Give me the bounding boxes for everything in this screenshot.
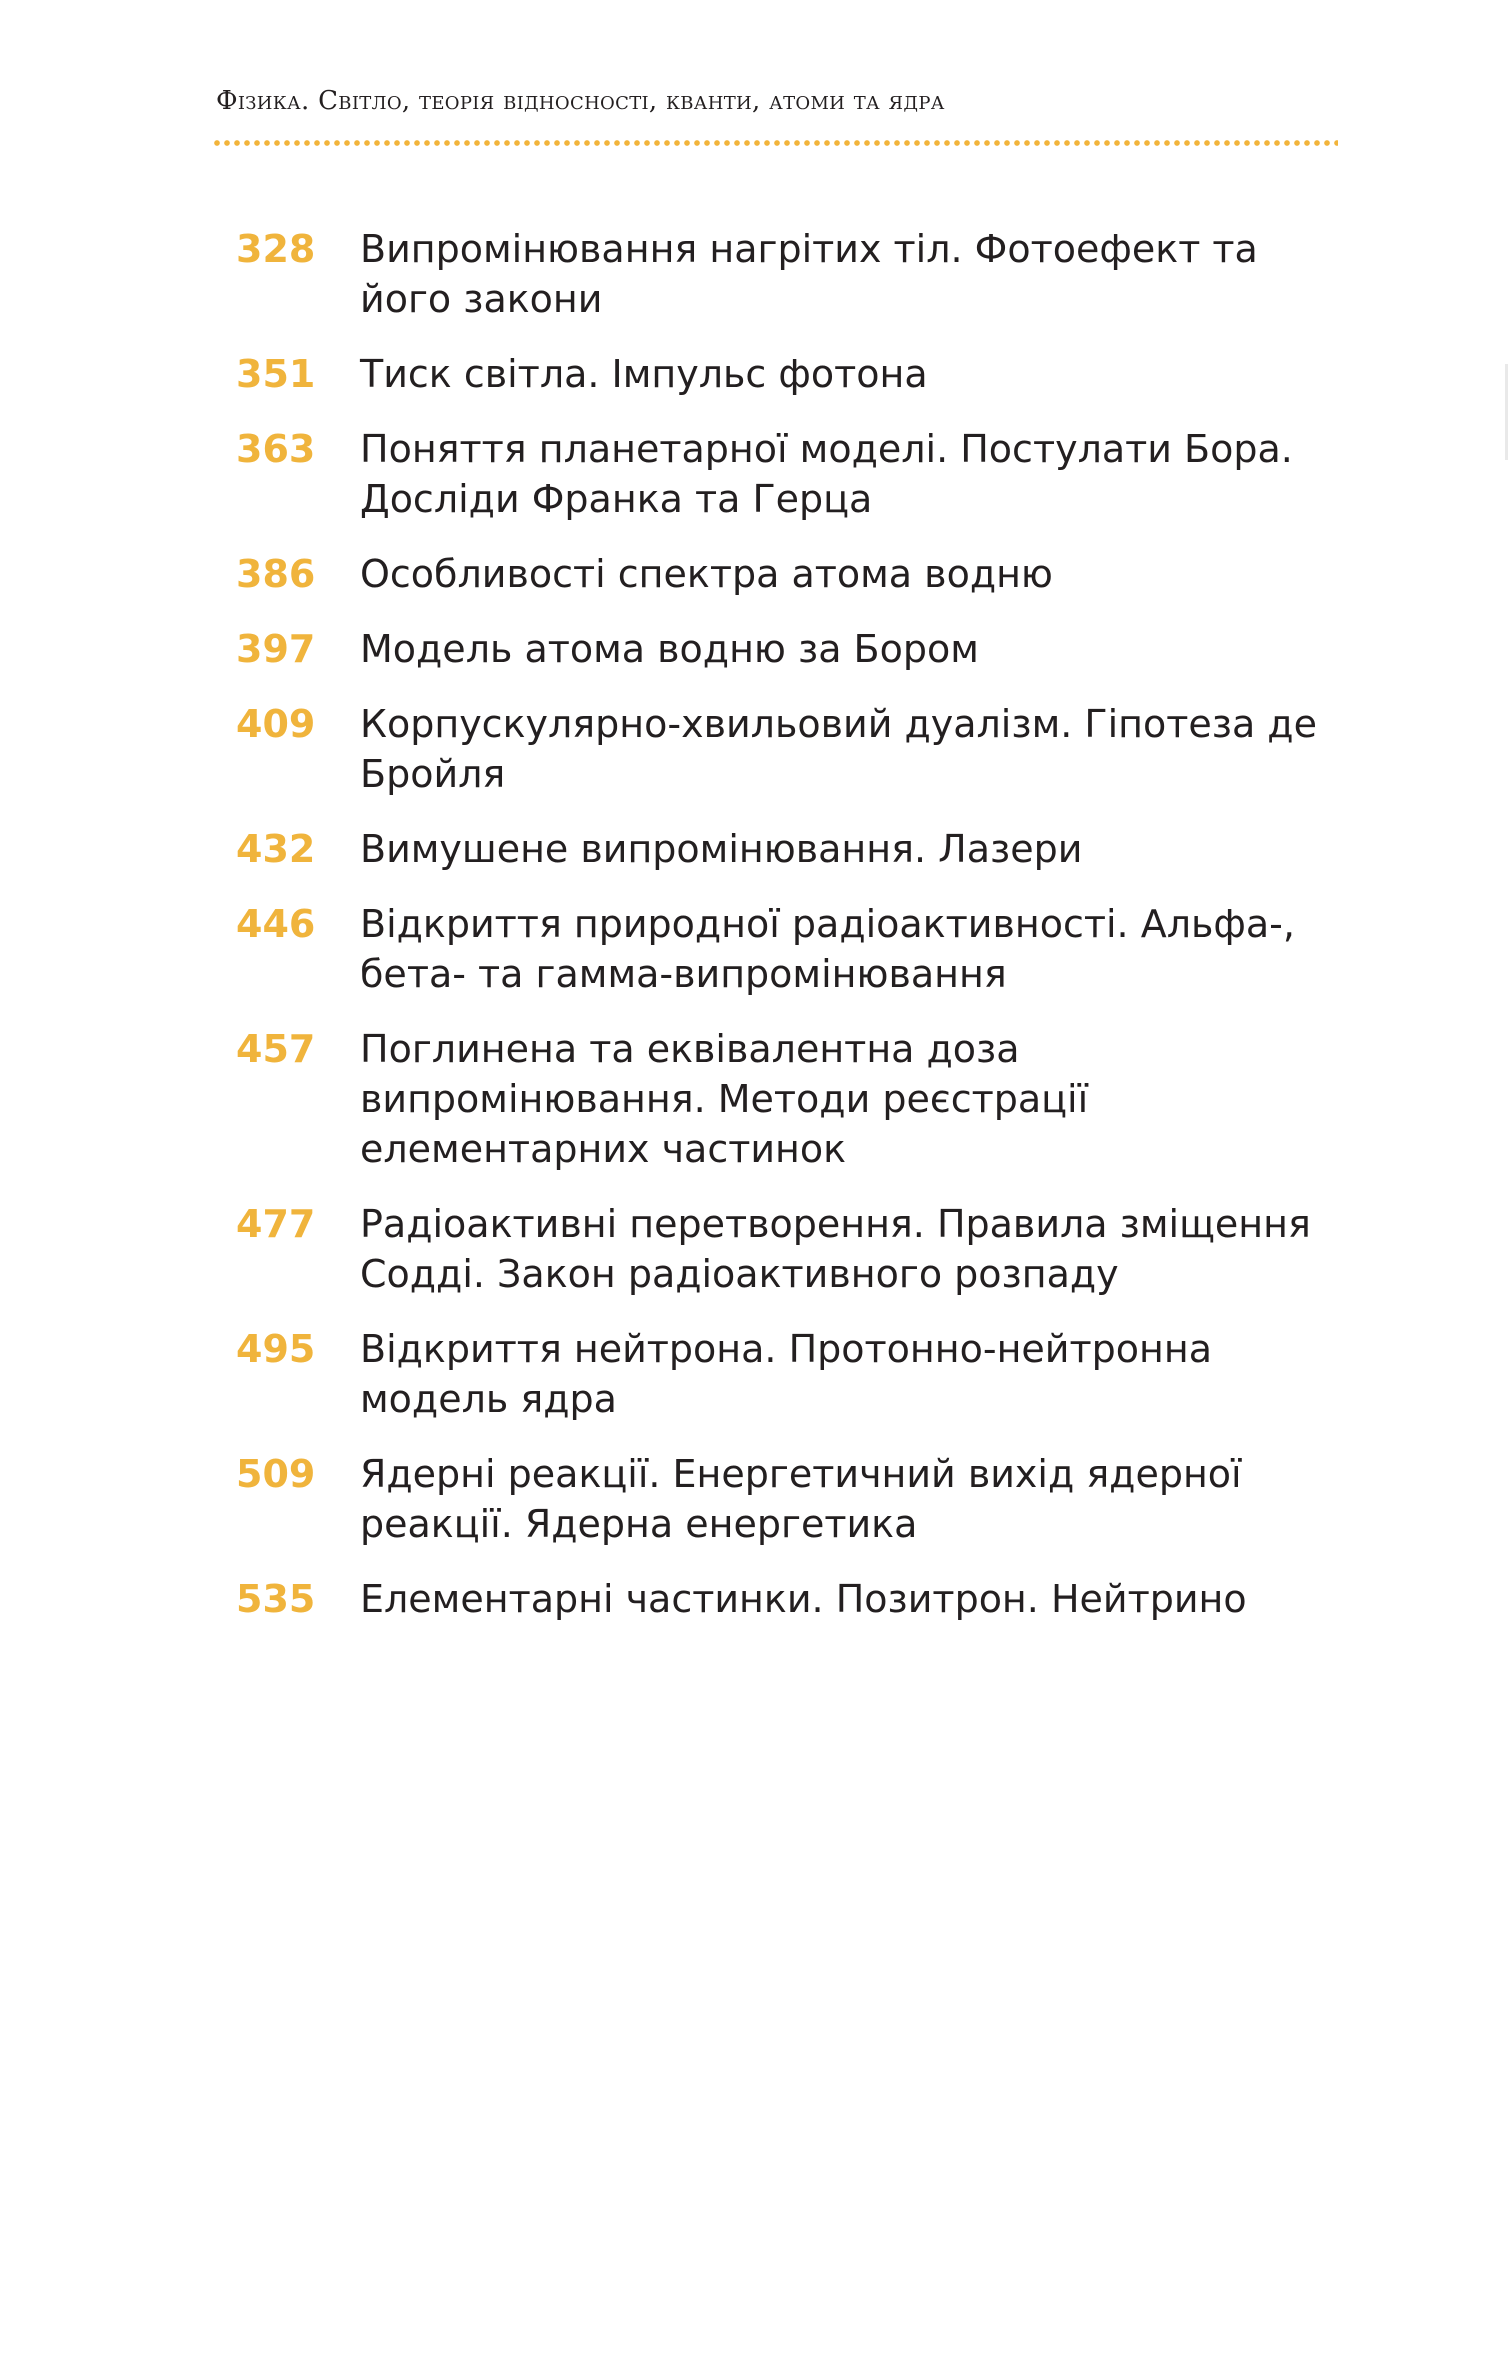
toc-entry-title: Відкриття природної радіоактивності. Альфа-, бета- та гамма-випромінювання bbox=[360, 902, 1295, 996]
toc-entry[interactable] bbox=[0, 699, 1512, 799]
running-header: Фізика. Світло, теорія відносності, кванти, атоми та ядра bbox=[216, 86, 945, 116]
toc-page-number: 432 bbox=[236, 827, 316, 871]
toc-page-number: 397 bbox=[236, 627, 316, 671]
table-of-contents bbox=[0, 224, 1512, 1649]
toc-page-number: 446 bbox=[236, 902, 316, 946]
toc-entry-title: Поняття планетарної моделі. Постулати Бора. Досліди Франка та Герца bbox=[360, 427, 1293, 521]
dotted-divider bbox=[212, 140, 1338, 146]
toc-page-number: 509 bbox=[236, 1452, 316, 1496]
toc-entry[interactable] bbox=[0, 899, 1512, 999]
toc-page-number: 495 bbox=[236, 1327, 316, 1371]
toc-entry[interactable] bbox=[0, 224, 1512, 324]
toc-page-number: 386 bbox=[236, 552, 316, 596]
toc-entry-title: Модель атома водню за Бором bbox=[360, 627, 979, 671]
toc-entry[interactable] bbox=[0, 1199, 1512, 1299]
page-edge-mark bbox=[1505, 364, 1508, 460]
toc-entry-title: Корпускулярно-хвильовий дуалізм. Гіпотеза де Бройля bbox=[360, 702, 1317, 796]
toc-entry-title: Відкриття нейтрона. Протонно-нейтронна модель ядра bbox=[360, 1327, 1212, 1421]
toc-entry-title: Випромінювання нагрітих тіл. Фотоефект та його закони bbox=[360, 227, 1258, 321]
toc-entry[interactable] bbox=[0, 1024, 1512, 1174]
toc-entry[interactable] bbox=[0, 1449, 1512, 1549]
toc-page-number: 535 bbox=[236, 1577, 316, 1621]
toc-entry-title: Особливості спектра атома водню bbox=[360, 552, 1053, 596]
toc-page-number: 477 bbox=[236, 1202, 316, 1246]
toc-entry[interactable] bbox=[0, 824, 1512, 874]
toc-entry-title: Поглинена та еквівалентна доза випромінювання. Методи реєстрації елементарних частинок bbox=[360, 1027, 1089, 1171]
toc-entry-title: Елементарні частинки. Позитрон. Нейтрино bbox=[360, 1577, 1247, 1621]
toc-entry[interactable] bbox=[0, 424, 1512, 524]
toc-page-number: 457 bbox=[236, 1027, 316, 1071]
toc-entry-title: Радіоактивні перетворення. Правила зміщення Содді. Закон радіоактивного розпаду bbox=[360, 1202, 1311, 1296]
toc-entry-title: Вимушене випромінювання. Лазери bbox=[360, 827, 1083, 871]
toc-page-number: 409 bbox=[236, 702, 316, 746]
toc-entry[interactable] bbox=[0, 1574, 1512, 1624]
toc-entry-title: Тиск світла. Імпульс фотона bbox=[360, 352, 928, 396]
toc-entry[interactable] bbox=[0, 624, 1512, 674]
toc-entry[interactable] bbox=[0, 549, 1512, 599]
toc-entry[interactable] bbox=[0, 349, 1512, 399]
toc-page-number: 351 bbox=[236, 352, 316, 396]
toc-page-number: 328 bbox=[236, 227, 316, 271]
toc-page-number: 363 bbox=[236, 427, 316, 471]
toc-entry[interactable] bbox=[0, 1324, 1512, 1424]
toc-entry-title: Ядерні реакції. Енергетичний вихід ядерної реакції. Ядерна енергетика bbox=[360, 1452, 1242, 1546]
